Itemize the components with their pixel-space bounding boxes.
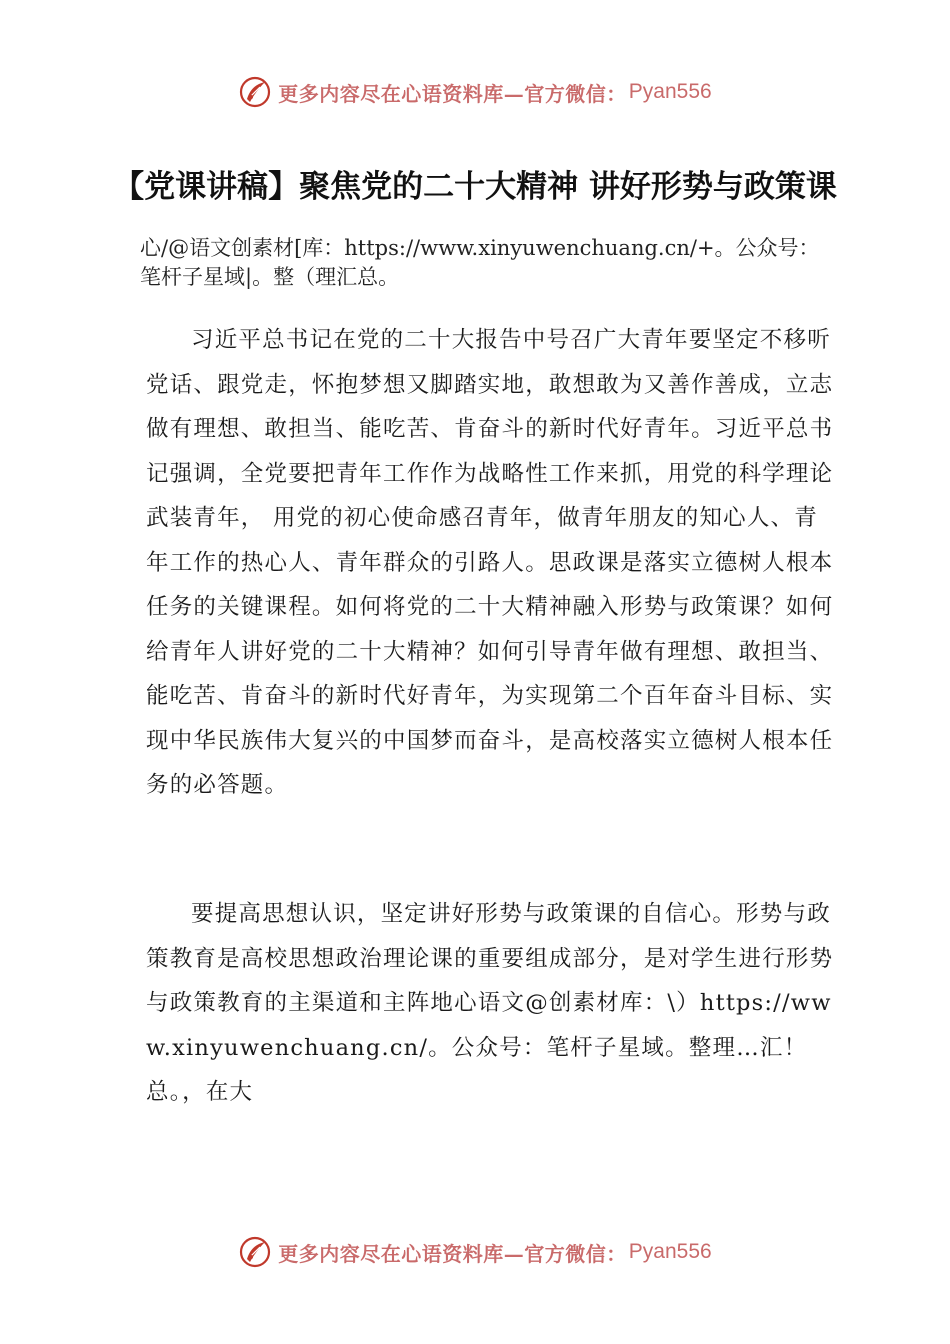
header-banner-text: 更多内容尽在心语资料库—官方微信： [278, 81, 627, 106]
brand-logo-icon [238, 75, 272, 109]
header-wechat-id: Pyan556 [628, 80, 712, 103]
document-title: 【党课讲稿】聚焦党的二十大精神 讲好形势与政策课 [113, 169, 837, 205]
footer-banner-text: 更多内容尽在心语资料库—官方微信： [278, 1241, 627, 1266]
footer-banner [0, 1230, 950, 1274]
body-paragraph: 习近平总书记在党的二十大报告中号召广大青年要坚定不移听党话、跟党走，怀抱梦想又脚踏实地，敢想敢为又善作善成，立志做有理想、敢担当、能吃苦、肯奋斗的新时代好青年。习近平总书记强调，全党要把青年工作作为战略性工作来抓，用党的科学理论武装青年， 用党的初心使命感召青年，做青年朋友的知心人、青年工作的热心人、青年群众的引路人。思政课是落实立德树人根本任务的关键课程。如何将党的二十大精神融入形势与政策课？如何给青年人讲好党的二十大精神？如何引导青年做有理想、敢担当、能吃苦、肯奋斗的新时代好青年，为实现第二个百年奋斗目标、实现中华民族伟大复兴的中国梦而奋斗，是高校落实立德树人根本任务的必答题。 [146, 327, 834, 798]
body-paragraph: 要提高思想认识，坚定讲好形势与政策课的自信心。形势与政策教育是高校思想政治理论课的重要组成部分，是对学生进行形势与政策教育的主渠道和主阵地心语文@创素材库：\）https://www.xinyuwenchuang.cn/。公众号：笔杆子星域。整理…汇！总。，在大 [146, 901, 834, 1105]
header-banner [0, 70, 950, 114]
footer-wechat-id: Pyan556 [628, 1240, 712, 1263]
brand-logo-icon [238, 1235, 272, 1269]
source-note: 心/@语文创素材[库：https://www.xinyuwenchuang.cn/+。公众号：笔杆子星域|。整（理汇总。 [140, 236, 820, 289]
